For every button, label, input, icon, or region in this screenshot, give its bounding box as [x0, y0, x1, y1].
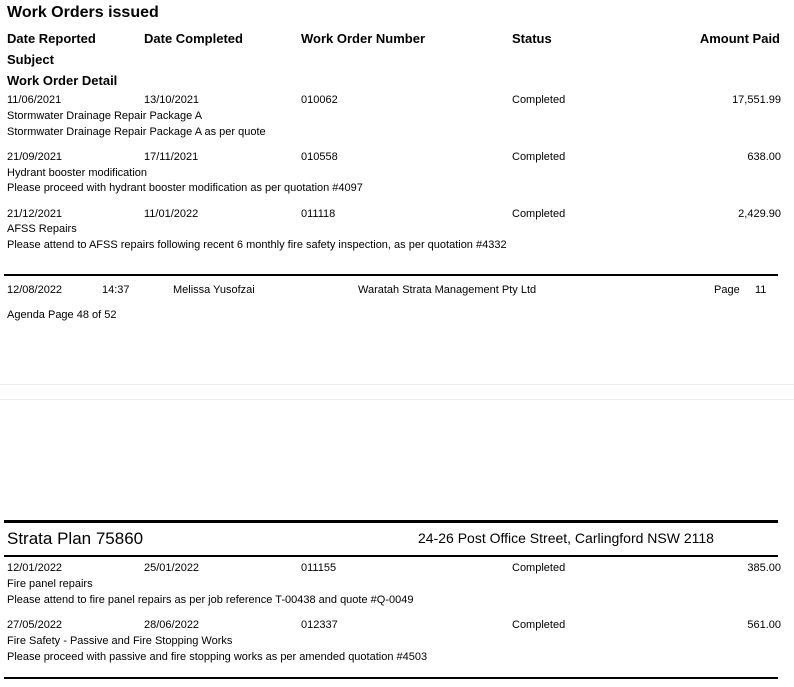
- amount-paid: 385.00: [747, 562, 781, 574]
- page-header-rule-bottom: [4, 555, 778, 557]
- page-break-line: [0, 399, 794, 400]
- footer-agenda: Agenda Page 48 of 52: [7, 309, 117, 321]
- footer-page-number: 11: [755, 284, 767, 296]
- status: Completed: [512, 151, 566, 163]
- column-header-amount-paid: Amount Paid: [699, 31, 780, 46]
- date-completed: 17/11/2021: [144, 151, 199, 163]
- detail: Please attend to fire panel repairs as per job reference T-00438 and quote #Q-0049: [7, 594, 414, 606]
- date-reported: 11/06/2021: [7, 94, 62, 106]
- status: Completed: [512, 208, 566, 220]
- footer-time: 14:37: [102, 284, 130, 296]
- date-completed: 11/01/2022: [144, 208, 199, 220]
- date-reported: 21/12/2021: [7, 208, 63, 220]
- date-reported: 12/01/2022: [7, 562, 63, 574]
- amount-paid: 561.00: [747, 619, 781, 631]
- footer-user: Melissa Yusofzai: [173, 284, 255, 296]
- column-header-subject: Subject: [7, 52, 54, 67]
- amount-paid: 2,429.90: [738, 208, 781, 220]
- work-order-number: 012337: [301, 619, 338, 631]
- work-order-number: 011118: [301, 208, 336, 220]
- amount-paid: 638.00: [747, 151, 781, 163]
- date-reported: 21/09/2021: [7, 151, 63, 163]
- subject: AFSS Repairs: [7, 223, 77, 235]
- detail: Stormwater Drainage Repair Package A as per quote: [7, 126, 266, 138]
- footer-rule: [4, 274, 778, 276]
- footer-company: Waratah Strata Management Pty Ltd: [358, 284, 537, 296]
- column-header-date-reported: Date Reported: [7, 31, 96, 46]
- strata-plan-title: Strata Plan 75860: [7, 529, 144, 548]
- table-end-rule: [4, 677, 778, 679]
- work-order-number: 010062: [301, 94, 338, 106]
- column-header-work-order-number: Work Order Number: [301, 31, 426, 46]
- date-completed: 25/01/2022: [144, 562, 200, 574]
- detail: Please proceed with hydrant booster modification as per quotation #4097: [7, 182, 363, 194]
- column-header-status: Status: [512, 31, 552, 46]
- subject: Stormwater Drainage Repair Package A: [7, 110, 203, 122]
- column-header-date-completed: Date Completed: [144, 31, 243, 46]
- page-break-line: [0, 384, 794, 385]
- status: Completed: [512, 562, 566, 574]
- subject: Fire panel repairs: [7, 578, 93, 590]
- section-title: Work Orders issued: [7, 4, 159, 21]
- footer-date: 12/08/2022: [7, 284, 63, 296]
- work-order-number: 010558: [301, 151, 338, 163]
- subject: Fire Safety - Passive and Fire Stopping Works: [7, 635, 233, 647]
- detail: Please proceed with passive and fire stopping works as per amended quotation #4503: [7, 651, 428, 663]
- column-header-detail: Work Order Detail: [7, 73, 118, 88]
- detail: Please attend to AFSS repairs following recent 6 monthly fire safety inspection, as per quotation #4332: [7, 239, 507, 251]
- status: Completed: [512, 94, 566, 106]
- footer-page-label: Page: [714, 284, 740, 296]
- date-completed: 13/10/2021: [144, 94, 200, 106]
- date-completed: 28/06/2022: [144, 619, 200, 631]
- amount-paid: 17,551.99: [732, 94, 781, 106]
- date-reported: 27/05/2022: [7, 619, 63, 631]
- work-order-number: 011155: [301, 562, 337, 574]
- status: Completed: [512, 619, 566, 631]
- subject: Hydrant booster modification: [7, 167, 148, 179]
- page-header-rule-top: [4, 520, 778, 523]
- strata-plan-address: 24-26 Post Office Street, Carlingford NSW 2118: [418, 530, 714, 546]
